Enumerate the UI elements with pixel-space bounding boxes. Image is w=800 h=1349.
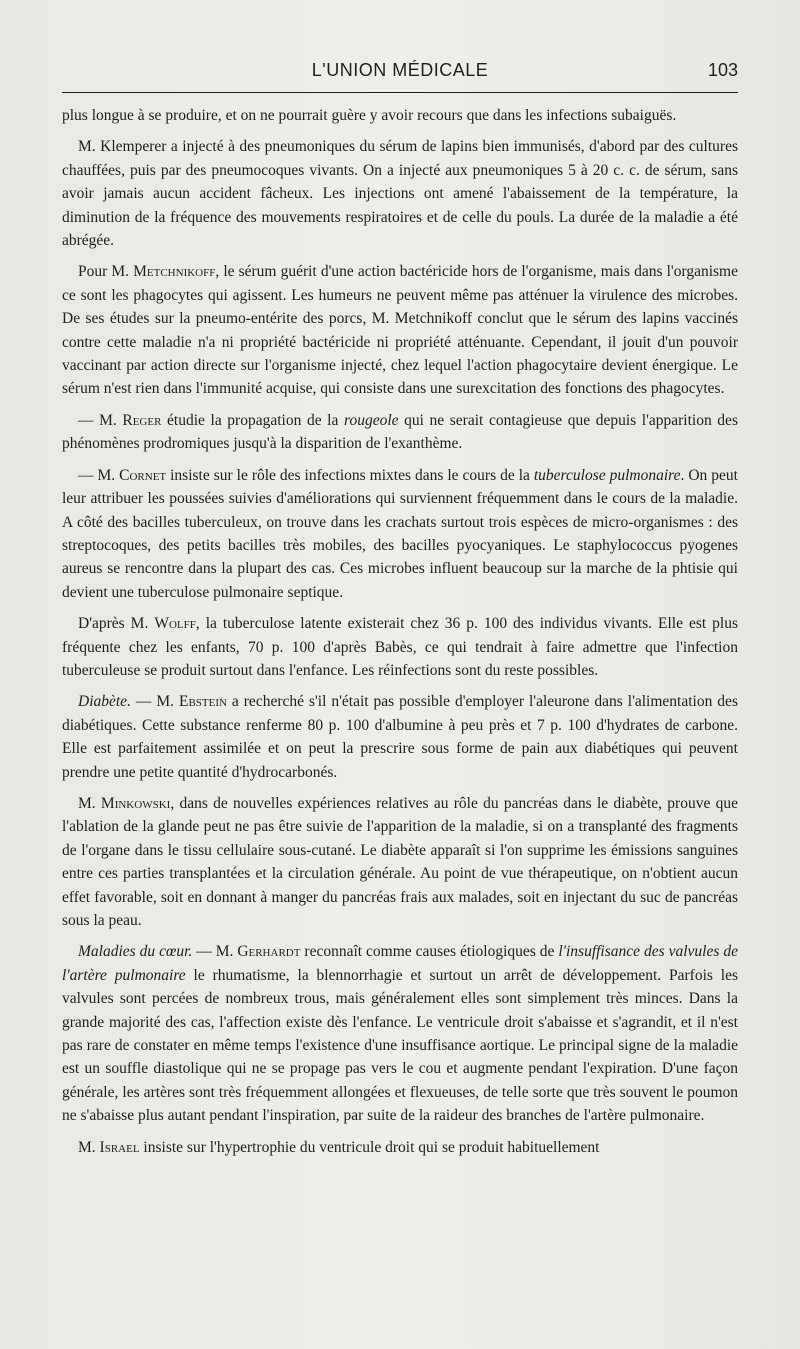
author-name: Reger <box>122 411 162 429</box>
paragraph-lead: M. <box>78 794 101 812</box>
author-name: Wolff <box>154 615 196 633</box>
page-header <box>62 58 738 86</box>
disease-term: tuberculose pulmonaire <box>533 466 681 484</box>
paragraph-lead: Pour M. <box>78 263 134 281</box>
paragraph-israel <box>62 1136 738 1159</box>
author-name: Ebstein <box>179 693 227 711</box>
paragraph-text: le rhumatisme, la blennorrhagie et surtout un arrêt de développement. Parfois les valvules sont percées de nombreux trous, mais généralement elles sont simplement très minces. Dans la grande majorité des cas, l'affection existe dès l'enfance. Le ventricule droit s'abaisse et s'agrandit, et il n'est pas rare de constater en même temps l'existence d'une insuffisance aortique. Le principal signe de la maladie est un souffle diastolique qui ne se propage pas vers le cou et augmente pendant l'expiration. D'une façon générale, les artères sont très fréquemment allongées et flexueuses, de telle sorte que très souvent le poumon ne s'abaisse plus autant pendant l'inspiration, par suite de la raideur des branches de l'artère pulmonaire. <box>62 966 738 1125</box>
paragraph-coeur-gerhardt <box>62 940 738 1127</box>
page-number: 103 <box>707 60 738 80</box>
paragraph-text: , la tuberculose latente existerait chez 36 p. 100 des individus vivants. Elle est plus fréquente chez les enfants, 70 p. 100 d'après Babès, ce qui tendrait à faire admettre que l'infection tuberculeuse se produit surtout dans l'enfance. Les réinfections sont du reste possibles. <box>62 615 738 679</box>
paragraph-lead: — M. <box>78 466 120 484</box>
paragraph-text: a recherché s'il n'était pas possible d'employer l'aleurone dans l'alimentation des diabétiques. Cette substance renferme 80 p. 100 d'albumine à peu près et 7 p. 100 d'hydrates de carbone. Elle est parfaitement assimilée et on peut la prescrire sous forme de pain aux diabétiques qui peuvent prendre une petite quantité d'hydrocarbonés. <box>62 693 738 781</box>
paragraph-lead: — M. <box>192 943 238 961</box>
author-name: Gerhardt <box>237 943 301 961</box>
paragraph-diabete-ebstein <box>62 690 738 784</box>
author-name: Israel <box>99 1138 140 1156</box>
paragraph-wolff <box>62 612 738 682</box>
paragraph-lead: D'après M. <box>78 615 155 633</box>
paragraph-minkowski <box>62 792 738 932</box>
author-name: Minkowski <box>100 794 171 812</box>
paragraph-text: , dans de nouvelles expériences relatives au rôle du pancréas dans le diabète, prouve que l'ablation de la glande peut ne pas être suivie de l'apparition de la maladie, si on a transplanté des fragments de l'organe dans le tissu cellulaire sous-cutané. Le diabète apparaît si l'on supprime les émissions sanguines entre ces parties transplantées et la circulation générale. Au point de vue thérapeutique, on n'obtient aucun effet favorable, soit en donnant à manger du pancréas frais aux malades, soit en injectant du suc de pancréas sous la peau. <box>62 794 738 929</box>
paragraph-text: plus longue à se produire, et on ne pourrait guère y avoir recours que dans les infections subaiguës. <box>62 107 677 124</box>
section-heading: Diabète. <box>78 693 131 711</box>
running-title: L'UNION MÉDICALE <box>311 60 489 80</box>
paragraph-lead: M. <box>78 1138 100 1156</box>
paragraph-metchnikoff <box>62 260 738 400</box>
paragraph-text: , le sérum guérit d'une action bactéricide hors de l'organisme, mais dans l'organisme ce sont les phagocytes qui agissent. Les humeurs ne peuvent même pas atténuer la virulence des microbes. De ses études sur la pneumo-entérite des porcs, M. Metchnikoff conclut que le sérum des lapins vaccinés contre cette maladie n'a ni propriété bactéricide ni propriété atténuante. Cependant, il jouit d'un pouvoir vaccinant par action directe sur l'organisme injecté, chez lequel l'action phagocytaire devient énergique. Le sérum n'est rien dans l'immunité acquise, qui consiste dans une surexcitation des fonctions des phagocytes. <box>62 263 738 398</box>
paragraph-lead: — M. <box>78 411 123 429</box>
paragraph-text: insiste sur le rôle des infections mixtes dans le cours de la <box>166 466 534 484</box>
paragraph-lead: — M. <box>130 693 179 711</box>
paragraph-text: qui ne serait contagieuse que depuis l'apparition des phénomènes prodromiques jusqu'à la disparition de l'exanthème. <box>62 411 738 453</box>
header-rule <box>62 92 738 93</box>
article-body <box>62 104 738 1167</box>
paragraph-infections-subaigues <box>62 104 738 127</box>
disease-term: l'insuffisance des valvules de l'artère pulmonaire <box>62 943 738 984</box>
paragraph-text: M. Klemperer a injecté à des pneumoniques du sérum de lapins bien immunisés, d'abord par des cultures chauffées, puis par des pneumocoques vivants. On a injecté aux pneumoniques 5 à 20 c. c. de sérum, sans avoir jamais aucun accident fâcheux. Les injections ont amené l'abaissement de la température, la diminution de la fréquence des mouvements respiratoires et de celle du pouls. La durée de la maladie a été abrégée. <box>62 138 738 250</box>
paragraph-text: étudie la propagation de la <box>161 411 344 429</box>
section-heading: Maladies du cœur. <box>78 943 193 961</box>
paragraph-text: insiste sur l'hypertrophie du ventricule droit qui se produit habituellement <box>139 1138 600 1156</box>
paragraph-cornet <box>62 464 738 604</box>
paragraph-text: reconnaît comme causes étiologiques de <box>300 943 559 961</box>
paragraph-klemperer <box>62 135 738 252</box>
paragraph-reger <box>62 409 738 456</box>
disease-term: rougeole <box>343 411 399 429</box>
author-name: Metchnikoff <box>133 263 216 281</box>
paragraph-text: . On peut leur attribuer les poussées suivies d'améliorations qui surviennent fréquemment dans le cours de la maladie. A côté des bacilles tuberculeux, on trouve dans les crachats surtout trois espèces de micro-organismes : des streptocoques, des petits bacilles très mobiles, des bacilles pyocyaniques. Le staphylococcus pyogenes aureus se rencontre dans la plupart des cas. Ces microbes influent beaucoup sur la marche de la phtisie qui devient une tuberculose pulmonaire septique. <box>62 466 738 601</box>
author-name: Cornet <box>119 466 167 484</box>
